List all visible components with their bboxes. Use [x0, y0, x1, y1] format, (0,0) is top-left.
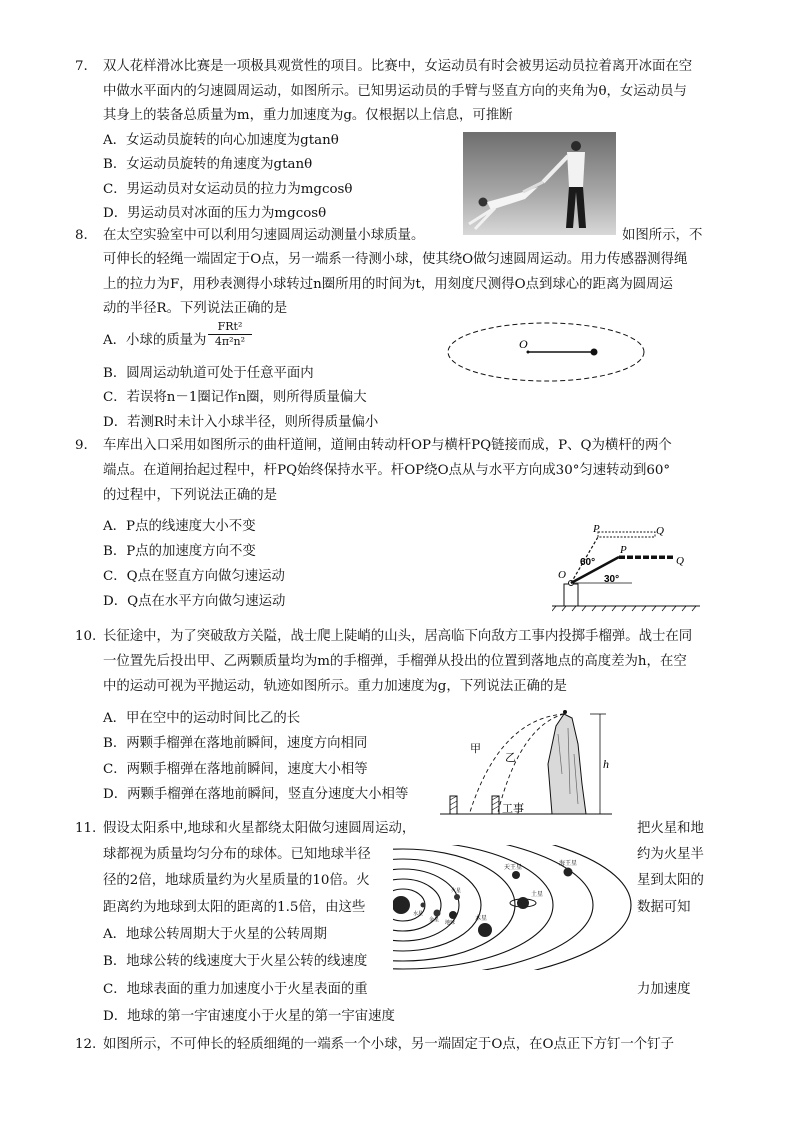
- option-a: A．女运动员旋转的向心加速度为gtanθ: [103, 133, 339, 148]
- label-venus: 金星: [429, 917, 440, 923]
- option-c: C．Q点在竖直方向做匀速运动: [103, 569, 285, 584]
- option-c-continued: 力加速度: [637, 982, 691, 997]
- label-jia: 甲: [470, 742, 481, 755]
- solar-system-figure: [393, 845, 633, 970]
- label-saturn: 土星: [531, 891, 544, 898]
- option-b: B．两颗手榴弹在落地前瞬间，速度方向相同: [103, 736, 368, 751]
- label-earth: 地球: [445, 920, 456, 926]
- option-c: C．若误将n－1圈记作n圈，则所得质量偏大: [103, 390, 367, 405]
- option-c: C．两颗手榴弹在落地前瞬间，速度大小相等: [103, 762, 368, 777]
- circular-orbit-figure: [446, 321, 646, 383]
- option-c: C．男运动员对女运动员的拉力为mgcosθ: [103, 182, 353, 197]
- question-text: 端点。在道闸抬起过程中，杆PQ始终保持水平。杆OP绕O点从与水平方向成30°匀速转动到60°: [103, 463, 671, 478]
- label-yi: 乙: [505, 751, 516, 764]
- question-number: 11.: [75, 821, 97, 836]
- figure-skating-photo: [463, 132, 616, 235]
- question-text: 长征途中，为了突破敌方关隘，战士爬上陡峭的山头，居高临下向敌方工事内投掷手榴弹。战士在同: [103, 629, 693, 644]
- question-text: 动的半径R。下列说法正确的是: [103, 301, 288, 316]
- label-uranus: 天王星: [504, 864, 523, 871]
- question-text: 上的拉力为F，用秒表测得小球转过n圈所用的时间为t，用刻度尺测得O点到球心的距离为圆周运: [103, 277, 673, 292]
- label-neptune: 海王星: [559, 860, 578, 867]
- label-mercury: 水星: [413, 911, 424, 917]
- formula-numerator: FRt²: [208, 320, 252, 335]
- option-b: B．女运动员旋转的角速度为gtanθ: [103, 157, 313, 172]
- question-number: 7.: [75, 59, 88, 74]
- question-text: 径的2倍，地球质量约为火星质量的10倍。火: [103, 873, 370, 888]
- label-o: O: [519, 337, 528, 351]
- question-text: 约为火星半: [637, 847, 704, 862]
- option-c: C．地球表面的重力加速度小于火星表面的重: [103, 982, 368, 997]
- question-text: 如图所示，不可伸长的轻质细绳的一端系一个小球，另一端固定于O点，在O点正下方钉一个钉子: [103, 1037, 674, 1052]
- option-a: A．地球公转周期大于火星的公转周期: [103, 927, 327, 942]
- label-p-lower: P: [620, 544, 627, 556]
- question-text: 可伸长的轻绳一端固定于O点，另一端系一待测小球，使其绕O做匀速圆周运动。用力传感器测得绳: [103, 252, 688, 267]
- question-text: 在太空实验室中可以利用匀速圆周运动测量小球质量。: [103, 228, 425, 243]
- option-a: A．甲在空中的运动时间比乙的长: [103, 711, 301, 726]
- question-text: 假设太阳系中,地球和火星都绕太阳做匀速圆周运动，: [103, 821, 416, 836]
- label-jupiter: 木星: [475, 915, 488, 922]
- label-60: 60°: [580, 557, 596, 568]
- question-text: 球都视为质量均匀分布的球体。已知地球半径: [103, 847, 371, 862]
- option-d: D．若测R时未计入小球半径，则所得质量偏小: [103, 415, 379, 430]
- formula-denominator: 4π²n²: [214, 335, 246, 348]
- label-q-upper: Q: [656, 525, 664, 537]
- option-b: B．圆周运动轨道可处于任意平面内: [103, 366, 314, 381]
- label-h: h: [603, 757, 609, 771]
- question-number: 12.: [75, 1037, 97, 1052]
- question-text: 双人花样滑冰比赛是一项极具观赏性的项目。比赛中，女运动员有时会被男运动员拉着离开冰面在空: [103, 59, 693, 74]
- question-text: 中做水平面内的匀速圆周运动，如图所示。已知男运动员的手臂与竖直方向的夹角为θ，女运动员与: [103, 84, 687, 99]
- question-text: 一位置先后投出甲、乙两颗质量均为m的手榴弹，手榴弹从投出的位置到落地点的高度差为h，在空: [103, 654, 687, 669]
- option-b: B．P点的加速度方向不变: [103, 544, 256, 559]
- option-d: D．男运动员对冰面的压力为mgcosθ: [103, 206, 327, 221]
- option-a: A．P点的线速度大小不变: [103, 519, 256, 534]
- label-p-upper: P: [593, 523, 600, 535]
- question-number: 9.: [75, 438, 88, 453]
- label-mars: 火星: [451, 888, 462, 894]
- question-text: 如图所示，不: [622, 228, 703, 243]
- mass-formula: [208, 320, 252, 349]
- option-d: D．地球的第一宇宙速度小于火星的第一宇宙速度: [103, 1009, 395, 1024]
- question-number: 10.: [75, 629, 97, 644]
- label-o: O: [558, 569, 566, 581]
- question-text: 把火星和地: [637, 821, 704, 836]
- option-d: D．两颗手榴弹在落地前瞬间，竖直分速度大小相等: [103, 787, 409, 802]
- question-text: 的过程中，下列说法正确的是: [103, 488, 278, 503]
- question-text: 车库出入口采用如图所示的曲杆道闸，道闸由转动杆OP与横杆PQ链接而成，P、Q为横杆的两个: [103, 438, 672, 453]
- option-d: D．Q点在水平方向做匀速运动: [103, 594, 286, 609]
- question-text: 星到太阳的: [637, 873, 704, 888]
- label-q-lower: Q: [676, 555, 684, 567]
- question-text: 数据可知: [637, 900, 691, 915]
- question-text: 距离约为地球到太阳的距离的1.5倍，由这些: [103, 900, 366, 915]
- projectile-cliff-figure: [440, 704, 615, 816]
- option-a: A．小球的质量为: [103, 333, 207, 348]
- question-text: 中的运动可视为平抛运动，轨迹如图所示。重力加速度为g，下列说法正确的是: [103, 679, 567, 694]
- question-text: 其身上的装备总质量为m，重力加速度为g。仅根据以上信息，可推断: [103, 108, 513, 123]
- barrier-gate-figure: [552, 520, 702, 612]
- option-b: B．地球公转的线速度大于火星公转的线速度: [103, 954, 368, 969]
- label-gongshi: 工事: [502, 802, 524, 815]
- label-30: 30°: [604, 574, 620, 585]
- question-number: 8.: [75, 228, 88, 243]
